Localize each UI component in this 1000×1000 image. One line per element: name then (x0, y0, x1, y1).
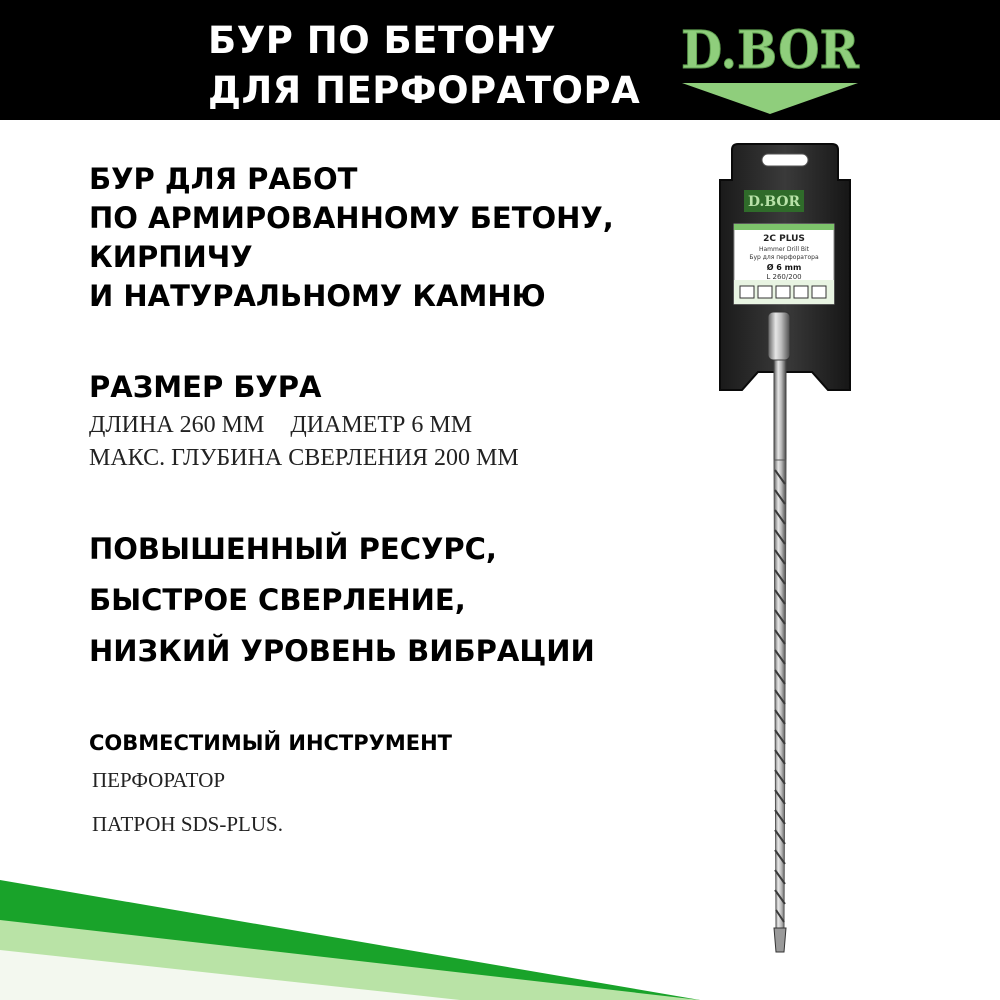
drill-bit-product-image (700, 140, 870, 960)
package-type-en: Hammer Drill Bit (758, 246, 810, 253)
surfaces-description (89, 160, 614, 316)
compatible-tool-item: ПЕРФОРАТОР (92, 768, 226, 792)
size-depth: МАКС. ГЛУБИНА СВЕРЛЕНИЯ 200 ММ (89, 445, 519, 471)
logo-arrow-icon (682, 83, 858, 114)
drill-shank (768, 312, 790, 460)
drill-flute (774, 460, 786, 930)
surfaces-line: И НАТУРАЛЬНОМУ КАМНЮ (89, 279, 546, 313)
size-diameter: ДИАМЕТР 6 ММ (290, 412, 473, 438)
features-list (89, 524, 595, 677)
feature-item: БЫСТРОЕ СВЕРЛЕНИЕ, (89, 583, 466, 617)
package-diameter: Ø 6 mm (766, 263, 802, 272)
package-type-ru: Бур для перфоратора (749, 254, 819, 261)
size-dimensions (89, 408, 472, 442)
logo-text: D.BOR (681, 20, 860, 81)
drill-tip (774, 928, 786, 952)
dbor-logo (670, 10, 870, 116)
package-model: 2C PLUS (763, 234, 805, 244)
surfaces-line: БУР ДЛЯ РАБОТ (89, 162, 358, 196)
size-length: ДЛИНА 260 ММ (89, 412, 265, 438)
package-pictogram-icons (740, 286, 826, 298)
surfaces-line: ПО АРМИРОВАННОМУ БЕТОНУ, (89, 201, 614, 235)
package-length: L 260/200 (766, 273, 802, 281)
feature-item: НИЗКИЙ УРОВЕНЬ ВИБРАЦИИ (89, 634, 595, 668)
header-title-line-1: БУР ПО БЕТОНУ (208, 19, 557, 62)
compatible-tool-item: ПАТРОН SDS-PLUS. (92, 812, 283, 836)
compatible-tool-title: СОВМЕСТИМЫЙ ИНСТРУМЕНТ (89, 731, 452, 755)
package-brand: D.BOR (748, 194, 801, 210)
header-banner (0, 0, 1000, 120)
header-title (208, 16, 658, 116)
header-title-line-2: ДЛЯ ПЕРФОРАТОРА (208, 69, 641, 112)
feature-item: ПОВЫШЕННЫЙ РЕСУРС, (89, 532, 497, 566)
surfaces-line: КИРПИЧУ (89, 240, 253, 274)
size-title: РАЗМЕР БУРА (89, 370, 322, 404)
